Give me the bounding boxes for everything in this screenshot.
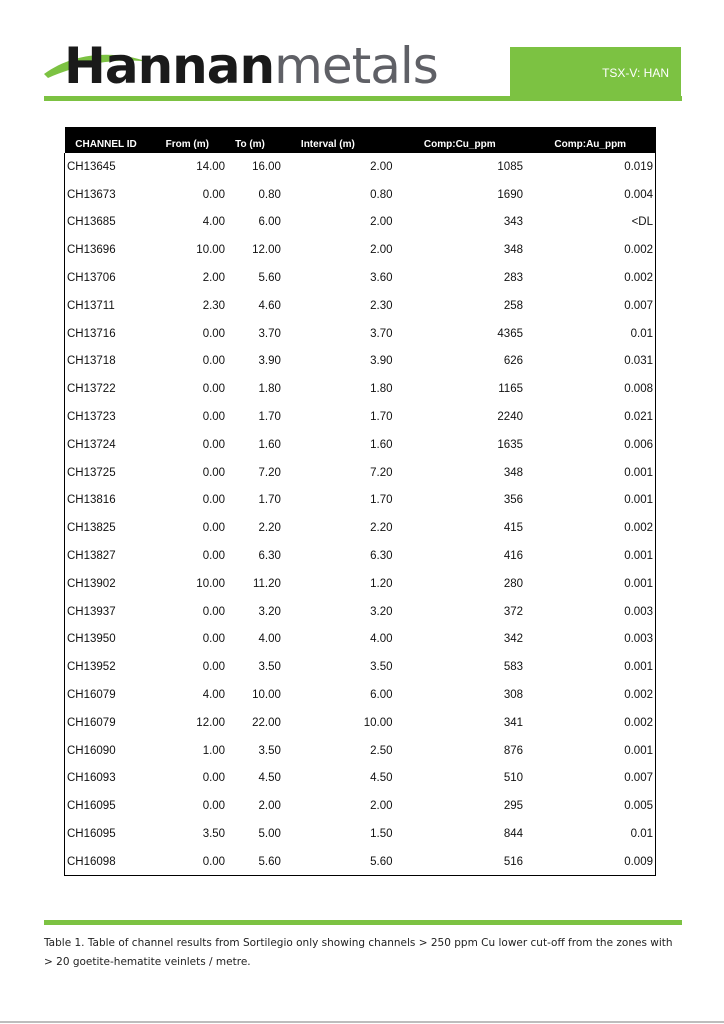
table-cell: 0.001 bbox=[624, 466, 653, 479]
table-cell: CH13711 bbox=[67, 299, 115, 312]
table-cell: 0.00 bbox=[202, 800, 226, 813]
table-cell: 2.00 bbox=[258, 800, 281, 813]
table-row bbox=[65, 598, 656, 626]
table-cell: 0.00 bbox=[202, 855, 226, 868]
table-cell: 0.80 bbox=[258, 188, 281, 201]
table-row bbox=[65, 348, 656, 376]
table-row bbox=[65, 209, 656, 237]
table-row bbox=[65, 626, 656, 654]
table-cell: 1.60 bbox=[370, 438, 393, 451]
table-cell: 0.00 bbox=[202, 661, 226, 674]
table-row bbox=[65, 320, 656, 348]
table-cell: <DL bbox=[631, 216, 653, 229]
table-cell: CH13902 bbox=[67, 577, 116, 590]
table-cell: 372 bbox=[503, 605, 523, 618]
table-cell: 1085 bbox=[497, 160, 523, 173]
table-cell: 2.50 bbox=[370, 744, 393, 757]
table-cell: 4.00 bbox=[202, 689, 226, 702]
table-header bbox=[65, 127, 656, 153]
table-cell: 0.002 bbox=[624, 244, 653, 257]
page-bottom-rule bbox=[0, 1021, 724, 1023]
table-cell: CH13950 bbox=[67, 633, 116, 646]
table-cell: CH13696 bbox=[67, 244, 116, 257]
table-cell: 1.70 bbox=[370, 494, 393, 507]
column-header: From (m) bbox=[165, 139, 209, 150]
table-cell: 3.70 bbox=[370, 327, 393, 340]
table-cell: 1.50 bbox=[370, 828, 393, 841]
table-cell: 0.00 bbox=[202, 383, 226, 396]
table-cell: 0.00 bbox=[202, 188, 226, 201]
table-cell: CH13718 bbox=[67, 355, 116, 368]
table-caption: Table 1. Table of channel results from Sortilegio only showing channels > 250 ppm Cu lower cut-off from the zones with > 20 goetite-hematite veinlets / metre. bbox=[44, 937, 673, 968]
table-cell: 1165 bbox=[498, 383, 523, 396]
table-cell: 0.01 bbox=[630, 828, 653, 841]
table-cell: CH13723 bbox=[67, 411, 116, 424]
table-cell: 1.70 bbox=[370, 411, 393, 424]
table-cell: 4.00 bbox=[202, 216, 226, 229]
table-cell: 0.003 bbox=[624, 605, 653, 618]
table-cell: 6.30 bbox=[370, 550, 393, 563]
table-cell: 583 bbox=[503, 661, 523, 674]
table-cell: 0.001 bbox=[624, 744, 653, 757]
table-cell: 341 bbox=[503, 716, 523, 729]
table-cell: CH13716 bbox=[67, 327, 116, 340]
table-cell: 415 bbox=[503, 522, 523, 535]
table-cell: 626 bbox=[503, 355, 523, 368]
table-cell: 0.008 bbox=[624, 383, 653, 396]
table-row bbox=[65, 264, 656, 292]
table-cell: 0.003 bbox=[624, 633, 653, 646]
hannan-metals-logo bbox=[44, 28, 444, 98]
table-row bbox=[65, 153, 656, 181]
table-cell: 10.00 bbox=[363, 716, 393, 729]
table-row bbox=[65, 431, 656, 459]
table-cell: CH16079 bbox=[67, 689, 116, 702]
table-cell: 1690 bbox=[497, 188, 523, 201]
table-cell: 0.001 bbox=[624, 577, 653, 590]
table-cell: 4.00 bbox=[370, 633, 393, 646]
table-cell: 2240 bbox=[497, 411, 523, 424]
table-cell: 348 bbox=[503, 244, 523, 257]
table-cell: 0.031 bbox=[624, 355, 653, 368]
table-cell: 0.80 bbox=[370, 188, 393, 201]
table-cell: 0.002 bbox=[624, 272, 653, 285]
table-cell: CH16090 bbox=[67, 744, 116, 757]
table-cell: 280 bbox=[503, 577, 523, 590]
table-cell: 3.50 bbox=[258, 661, 281, 674]
table-cell: CH13645 bbox=[67, 160, 116, 173]
table-cell: 1.70 bbox=[258, 411, 281, 424]
table-cell: 2.00 bbox=[202, 272, 226, 285]
table-cell: 0.002 bbox=[624, 522, 653, 535]
table-cell: CH16095 bbox=[67, 800, 116, 813]
table-cell: 0.021 bbox=[624, 411, 653, 424]
table-cell: CH13673 bbox=[67, 188, 116, 201]
table-cell: 416 bbox=[503, 550, 523, 563]
table-cell: 0.00 bbox=[202, 522, 226, 535]
table-cell: CH13952 bbox=[67, 661, 116, 674]
table-cell: 6.30 bbox=[258, 550, 281, 563]
table-cell: 1.20 bbox=[370, 577, 393, 590]
table-cell: 10.00 bbox=[196, 244, 226, 257]
table-cell: CH13724 bbox=[67, 438, 116, 451]
table-cell: 0.00 bbox=[202, 438, 226, 451]
table-cell: 14.00 bbox=[196, 160, 226, 173]
table-cell: CH13937 bbox=[67, 605, 116, 618]
table-cell: 5.60 bbox=[258, 855, 281, 868]
table-cell: 2.20 bbox=[370, 522, 393, 535]
table-cell: 2.30 bbox=[202, 299, 226, 312]
table-cell: 5.60 bbox=[370, 855, 393, 868]
table-cell: 3.90 bbox=[258, 355, 281, 368]
logo-text-light: metals bbox=[274, 37, 438, 95]
table-cell: 0.00 bbox=[202, 605, 226, 618]
table-cell: 0.01 bbox=[630, 327, 653, 340]
table-cell: 0.019 bbox=[624, 160, 653, 173]
table-cell: 7.20 bbox=[370, 466, 393, 479]
table-cell: 1.80 bbox=[258, 383, 281, 396]
table-cell: 510 bbox=[503, 772, 523, 785]
table-cell: 5.60 bbox=[258, 272, 281, 285]
table-cell: 1.60 bbox=[258, 438, 281, 451]
table-cell: 3.20 bbox=[258, 605, 281, 618]
table-cell: 2.20 bbox=[258, 522, 281, 535]
table-cell: 3.50 bbox=[202, 828, 226, 841]
table-cell: 0.00 bbox=[202, 633, 226, 646]
table-cell: 283 bbox=[503, 272, 523, 285]
table-cell: 4.50 bbox=[258, 772, 281, 785]
table-cell: 6.00 bbox=[370, 689, 393, 702]
table-cell: 10.00 bbox=[252, 689, 281, 702]
table-cell: 3.50 bbox=[370, 661, 393, 674]
table-row bbox=[65, 487, 656, 515]
table-row bbox=[65, 236, 656, 264]
table-cell: CH13827 bbox=[67, 550, 116, 563]
footer-divider bbox=[44, 920, 682, 925]
table-cell: 12.00 bbox=[252, 244, 281, 257]
table-row bbox=[65, 681, 656, 709]
table-cell: 2.00 bbox=[370, 800, 393, 813]
table-cell: 22.00 bbox=[252, 716, 281, 729]
table-row bbox=[65, 653, 656, 681]
ticker-label: TSX-V: HAN bbox=[602, 66, 669, 80]
table-cell: 11.20 bbox=[252, 577, 281, 590]
table-row bbox=[65, 403, 656, 431]
table-row bbox=[65, 459, 656, 487]
channel-results-table bbox=[64, 127, 656, 876]
table-cell: CH13725 bbox=[67, 466, 116, 479]
table-cell: 0.00 bbox=[202, 466, 226, 479]
table-cell: 0.00 bbox=[202, 355, 226, 368]
table-cell: 295 bbox=[503, 800, 523, 813]
logo-text-bold: Hannan bbox=[64, 37, 275, 95]
table-cell: 1.70 bbox=[258, 494, 281, 507]
table-cell: CH16098 bbox=[67, 855, 116, 868]
table-row bbox=[65, 514, 656, 542]
table-cell: 2.00 bbox=[370, 244, 393, 257]
table-cell: 10.00 bbox=[196, 577, 226, 590]
table-body bbox=[65, 153, 656, 876]
header-divider bbox=[44, 96, 682, 101]
table-cell: 876 bbox=[503, 744, 523, 757]
table-cell: 343 bbox=[503, 216, 523, 229]
table-cell: 4365 bbox=[497, 327, 523, 340]
table-cell: 0.007 bbox=[624, 299, 653, 312]
table-row bbox=[65, 570, 656, 598]
table-cell: 3.70 bbox=[258, 327, 281, 340]
table-cell: 7.20 bbox=[258, 466, 281, 479]
table-header-row bbox=[65, 127, 656, 153]
table-cell: 258 bbox=[503, 299, 523, 312]
table-cell: 4.00 bbox=[258, 633, 281, 646]
table-cell: 0.00 bbox=[202, 327, 226, 340]
table-cell: 348 bbox=[503, 466, 523, 479]
table-cell: 356 bbox=[503, 494, 523, 507]
table-cell: 844 bbox=[503, 828, 523, 841]
column-header: Comp:Cu_ppm bbox=[423, 139, 496, 150]
table-cell: 3.50 bbox=[258, 744, 281, 757]
table-cell: 0.001 bbox=[624, 550, 653, 563]
table-row bbox=[65, 737, 656, 765]
table-cell: 1635 bbox=[497, 438, 523, 451]
table-cell: 4.60 bbox=[258, 299, 281, 312]
table-row bbox=[65, 765, 656, 793]
column-header: Comp:Au_ppm bbox=[554, 139, 627, 150]
table-cell: CH13722 bbox=[67, 383, 116, 396]
table-cell: 342 bbox=[503, 633, 523, 646]
table-cell: 1.00 bbox=[202, 744, 226, 757]
table-row bbox=[65, 820, 656, 848]
table-cell: 16.00 bbox=[252, 160, 281, 173]
table-row bbox=[65, 375, 656, 403]
column-header: To (m) bbox=[235, 139, 265, 150]
table-cell: CH16095 bbox=[67, 828, 116, 841]
table-cell: 0.002 bbox=[624, 716, 653, 729]
table-row bbox=[65, 181, 656, 209]
table-row bbox=[65, 848, 656, 876]
table-cell: 4.50 bbox=[370, 772, 393, 785]
table-cell: CH16093 bbox=[67, 772, 116, 785]
table-cell: 0.006 bbox=[624, 438, 653, 451]
column-header: CHANNEL ID bbox=[75, 139, 137, 150]
table-cell: 6.00 bbox=[258, 216, 281, 229]
table-row bbox=[65, 709, 656, 737]
page-header bbox=[0, 0, 724, 110]
table-cell: 0.009 bbox=[624, 855, 653, 868]
table-cell: 0.00 bbox=[202, 772, 226, 785]
table-cell: 0.00 bbox=[202, 411, 226, 424]
table-cell: 12.00 bbox=[196, 716, 226, 729]
table-cell: CH16079 bbox=[67, 716, 116, 729]
table-cell: 3.60 bbox=[370, 272, 393, 285]
table-cell: 0.005 bbox=[624, 800, 653, 813]
table-cell: 5.00 bbox=[258, 828, 281, 841]
table-cell: 0.00 bbox=[202, 550, 226, 563]
table-cell: 2.30 bbox=[370, 299, 393, 312]
table-cell: CH13816 bbox=[67, 494, 116, 507]
table-cell: 3.20 bbox=[370, 605, 393, 618]
table-cell: 0.00 bbox=[202, 494, 226, 507]
table-cell: CH13685 bbox=[67, 216, 116, 229]
table-cell: 2.00 bbox=[370, 216, 393, 229]
table-cell: 0.004 bbox=[624, 188, 653, 201]
table-cell: 2.00 bbox=[370, 160, 393, 173]
table-cell: CH13825 bbox=[67, 522, 116, 535]
table-row bbox=[65, 542, 656, 570]
table-cell: 308 bbox=[503, 689, 523, 702]
table-cell: 0.007 bbox=[624, 772, 653, 785]
table-cell: 3.90 bbox=[370, 355, 393, 368]
ticker-banner bbox=[510, 47, 681, 101]
column-header: Interval (m) bbox=[300, 139, 355, 150]
table-cell: 1.80 bbox=[370, 383, 393, 396]
table-cell: CH13706 bbox=[67, 272, 116, 285]
table-cell: 0.001 bbox=[624, 494, 653, 507]
table-cell: 516 bbox=[503, 855, 523, 868]
table-row bbox=[65, 792, 656, 820]
table-cell: 0.002 bbox=[624, 689, 653, 702]
table-cell: 0.001 bbox=[624, 661, 653, 674]
table-row bbox=[65, 292, 656, 320]
